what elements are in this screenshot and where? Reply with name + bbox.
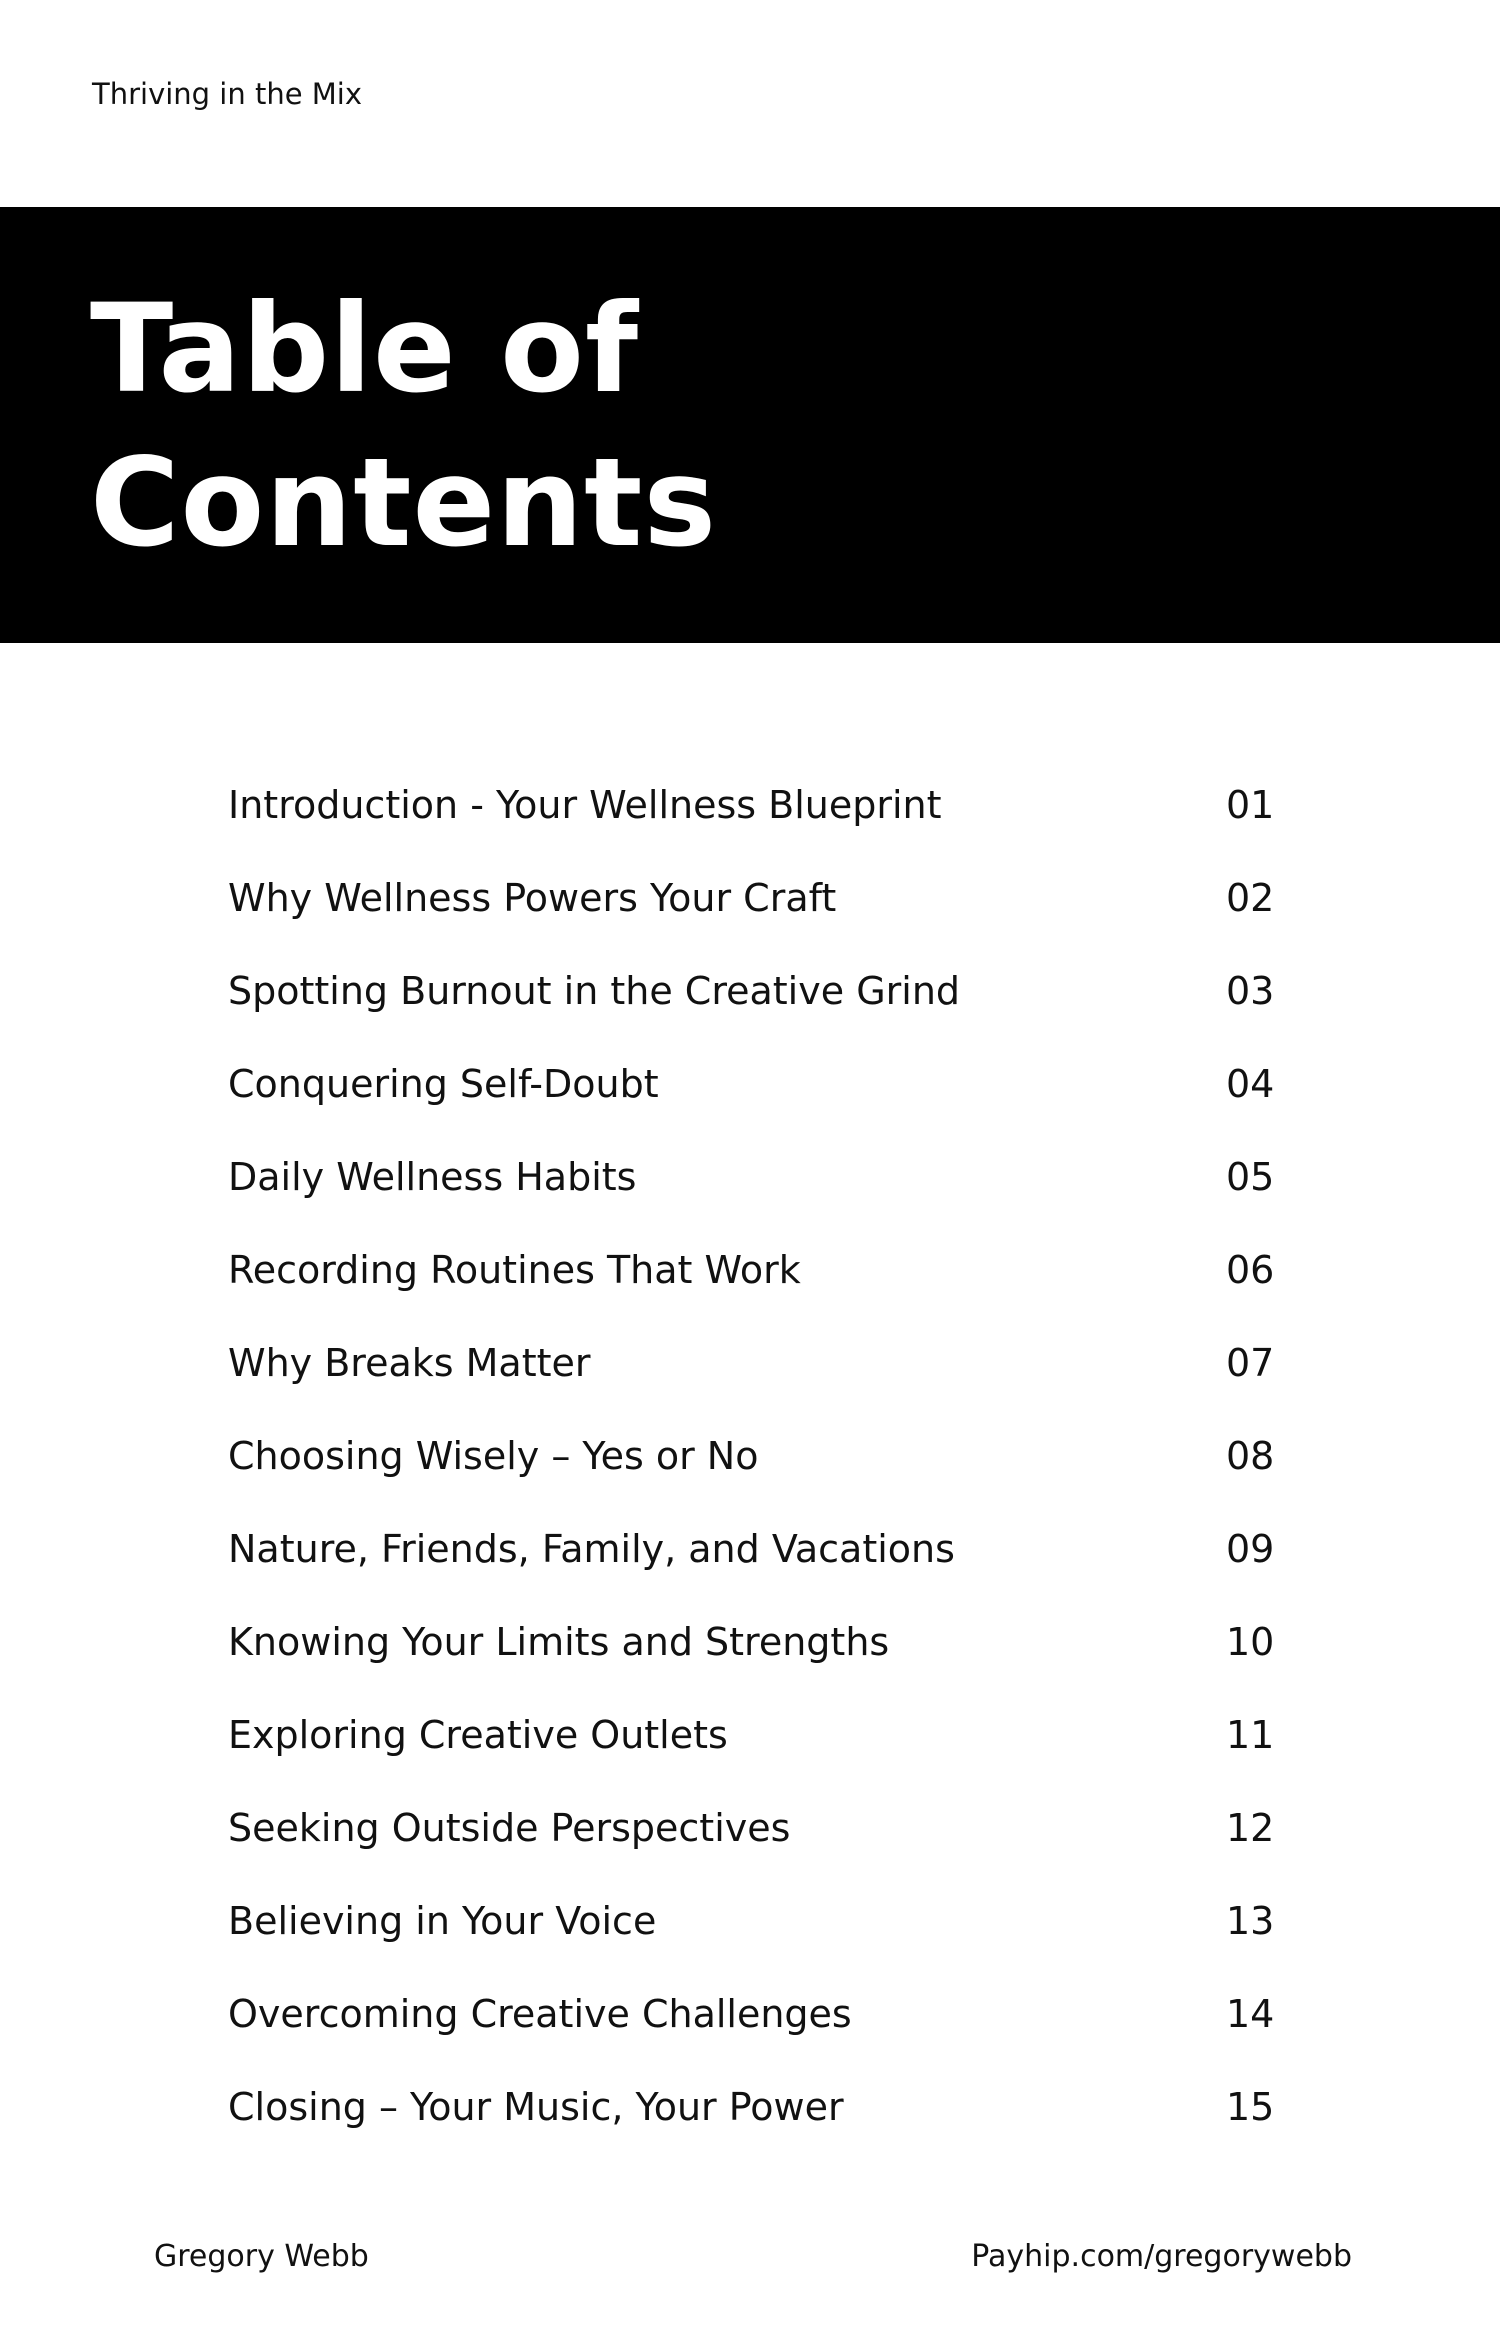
toc-entry[interactable] <box>228 863 1278 956</box>
table-of-contents <box>228 770 1278 2165</box>
toc-entry[interactable] <box>228 1793 1278 1886</box>
footer-author: Gregory Webb <box>154 2239 369 2274</box>
toc-entry-title: Believing in Your Voice <box>228 1899 657 1943</box>
toc-entry-page: 06 <box>1226 1248 1275 1292</box>
toc-entry-title: Nature, Friends, Family, and Vacations <box>228 1527 955 1571</box>
toc-entry-title: Recording Routines That Work <box>228 1248 801 1292</box>
toc-entry-page: 13 <box>1226 1899 1275 1943</box>
toc-entry-title: Spotting Burnout in the Creative Grind <box>228 969 961 1013</box>
toc-entry-page: 14 <box>1226 1992 1275 2036</box>
running-title: Thriving in the Mix <box>92 77 363 111</box>
toc-entry-page: 11 <box>1226 1713 1275 1757</box>
toc-entry[interactable] <box>228 1979 1278 2072</box>
toc-entry[interactable] <box>228 770 1278 863</box>
toc-entry-title: Overcoming Creative Challenges <box>228 1992 852 2036</box>
toc-entry[interactable] <box>228 2072 1278 2165</box>
page-title-line-1: Table of <box>90 278 640 420</box>
footer-link[interactable]: Payhip.com/gregorywebb <box>971 2239 1352 2274</box>
toc-entry-page: 08 <box>1226 1434 1275 1478</box>
page-title <box>90 272 717 580</box>
toc-entry[interactable] <box>228 1421 1278 1514</box>
toc-entry-page: 05 <box>1226 1155 1275 1199</box>
toc-entry-title: Why Breaks Matter <box>228 1341 591 1385</box>
toc-entry-title: Exploring Creative Outlets <box>228 1713 728 1757</box>
toc-entry-title: Conquering Self-Doubt <box>228 1062 659 1106</box>
toc-entry-page: 09 <box>1226 1527 1275 1571</box>
toc-entry[interactable] <box>228 1142 1278 1235</box>
toc-entry-page: 03 <box>1226 969 1275 1013</box>
toc-entry[interactable] <box>228 1700 1278 1793</box>
toc-entry-title: Knowing Your Limits and Strengths <box>228 1620 890 1664</box>
toc-entry-title: Introduction - Your Wellness Blueprint <box>228 783 942 827</box>
toc-entry[interactable] <box>228 1886 1278 1979</box>
toc-entry-page: 02 <box>1226 876 1275 920</box>
toc-entry[interactable] <box>228 1328 1278 1421</box>
toc-entry-page: 15 <box>1226 2085 1275 2129</box>
page-title-line-2: Contents <box>90 432 718 574</box>
toc-entry[interactable] <box>228 1514 1278 1607</box>
toc-entry-page: 07 <box>1226 1341 1275 1385</box>
toc-entry-title: Why Wellness Powers Your Craft <box>228 876 837 920</box>
toc-entry[interactable] <box>228 1235 1278 1328</box>
toc-entry-page: 01 <box>1226 783 1275 827</box>
toc-entry-page: 04 <box>1226 1062 1275 1106</box>
toc-entry-title: Seeking Outside Perspectives <box>228 1806 791 1850</box>
toc-entry-title: Daily Wellness Habits <box>228 1155 637 1199</box>
toc-entry-title: Closing – Your Music, Your Power <box>228 2085 844 2129</box>
toc-entry-page: 10 <box>1226 1620 1275 1664</box>
toc-entry[interactable] <box>228 956 1278 1049</box>
toc-entry-page: 12 <box>1226 1806 1275 1850</box>
toc-entry-title: Choosing Wisely – Yes or No <box>228 1434 759 1478</box>
toc-entry[interactable] <box>228 1607 1278 1700</box>
toc-entry[interactable] <box>228 1049 1278 1142</box>
